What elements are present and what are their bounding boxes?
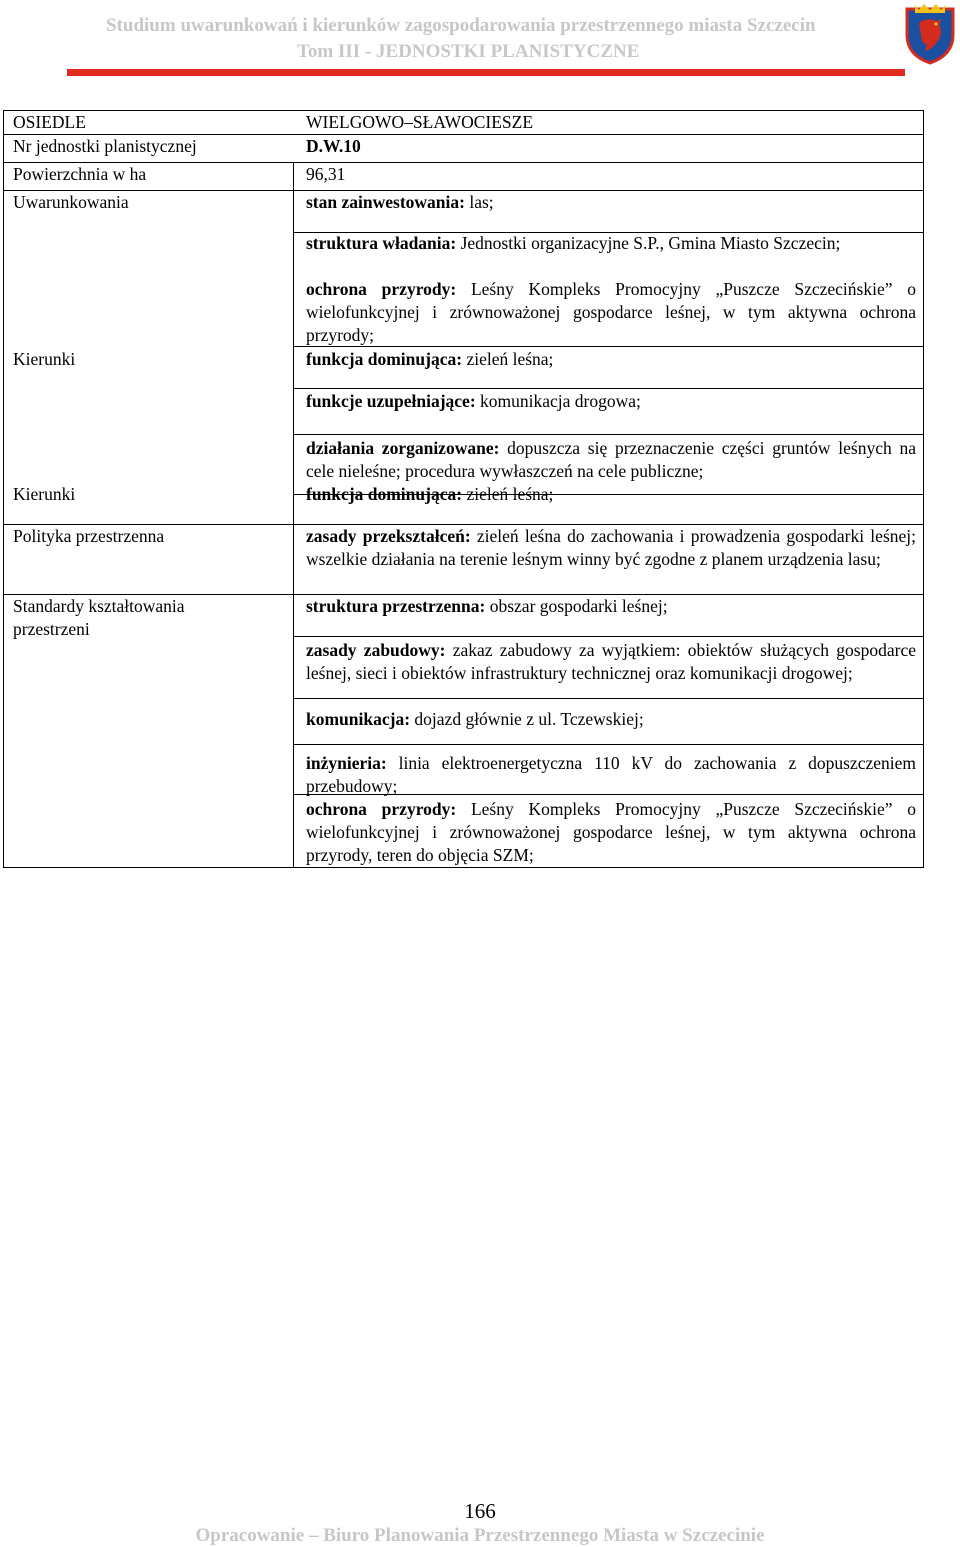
osiedle-value: WIELGOWO–SŁAWOCIESZE — [306, 112, 534, 132]
area-label: Powierzchnia w ha — [13, 164, 147, 184]
row-ownership: struktura władania: Jednostki organizacyjne S.P., Gmina Miasto Szczecin; — [306, 233, 841, 253]
osiedle-label: OSIEDLE — [13, 112, 86, 132]
row-spatial-structure: struktura przestrzenna: obszar gospodarki leśnej; — [306, 596, 668, 616]
row-organized-actions: działania zorganizowane: dopuszcza się przeznaczenie części gruntów leśnych na cele nieleśne; procedura wywłaszczeń na cele publiczne; — [306, 438, 916, 481]
planning-unit-table — [3, 110, 924, 868]
unit-number-label: Nr jednostki planistycznej — [13, 136, 197, 156]
row-engineering: inżynieria: linia elektroenergetyczna 110 kV do zachowania z dopuszczeniem przebudowy; — [306, 753, 916, 796]
row-transformation-rules: zasady przekształceń: zieleń leśna do zachowania i prowadzenia gospodarki leśnej; wszelkie działania na terenie leśnym winny być zgodne z planem urządzenia lasu; — [306, 526, 916, 569]
row-dominant-function: funkcja dominująca: zieleń leśna; — [306, 349, 554, 369]
area-value: 96,31 — [306, 164, 346, 184]
directions-label-2: Kierunki — [13, 484, 76, 504]
row-dominant-function-2: funkcja dominująca: zieleń leśna; — [306, 484, 554, 504]
conditions-label: Uwarunkowania — [13, 192, 129, 212]
header-study-title: Studium uwarunkowań i kierunków zagospodarowania przestrzennego miasta Szczecin — [106, 15, 816, 36]
header-volume-title: Tom III - JEDNOSTKI PLANISTYCZNE — [297, 41, 640, 62]
row-complementary-functions: funkcje uzupełniające: komunikacja drogowa; — [306, 391, 641, 411]
row-building-rules: zasady zabudowy: zakaz zabudowy za wyjątkiem: obiektów służących gospodarce leśnej, sieci i obiektów infrastruktury technicznej oraz komunikacji drogowej; — [306, 640, 916, 683]
header-accent-bar — [67, 69, 905, 76]
document-footer: Opracowanie – Biuro Planowania Przestrzennego Miasta w Szczecinie — [195, 1525, 765, 1546]
row-nature-protection: ochrona przyrody: Leśny Kompleks Promocyjny „Puszcze Szczecińskie” o wielofunkcyjnej i zrównoważonej gospodarce leśnej, w tym aktywna ochrona przyrody; — [306, 279, 916, 345]
row-development-status: stan zainwestowania: las; — [306, 192, 494, 212]
unit-number-value: D.W.10 — [306, 136, 361, 156]
szczecin-coat-of-arms-icon — [903, 1, 957, 65]
spatial-standards-label: Standardy kształtowania przestrzeni — [13, 596, 185, 639]
row-transport: komunikacja: dojazd głównie z ul. Tczewskiej; — [306, 709, 644, 729]
page-number: 166 — [464, 1499, 496, 1523]
spatial-policy-label: Polityka przestrzenna — [13, 526, 165, 546]
directions-label: Kierunki — [13, 349, 76, 369]
row-nature-protection-2: ochrona przyrody: Leśny Kompleks Promocyjny „Puszcze Szczecińskie” o wielofunkcyjnej i zrównoważonej gospodarce leśnej, w tym aktywna ochrona przyrody, teren do objęcia SZM; — [306, 799, 916, 865]
